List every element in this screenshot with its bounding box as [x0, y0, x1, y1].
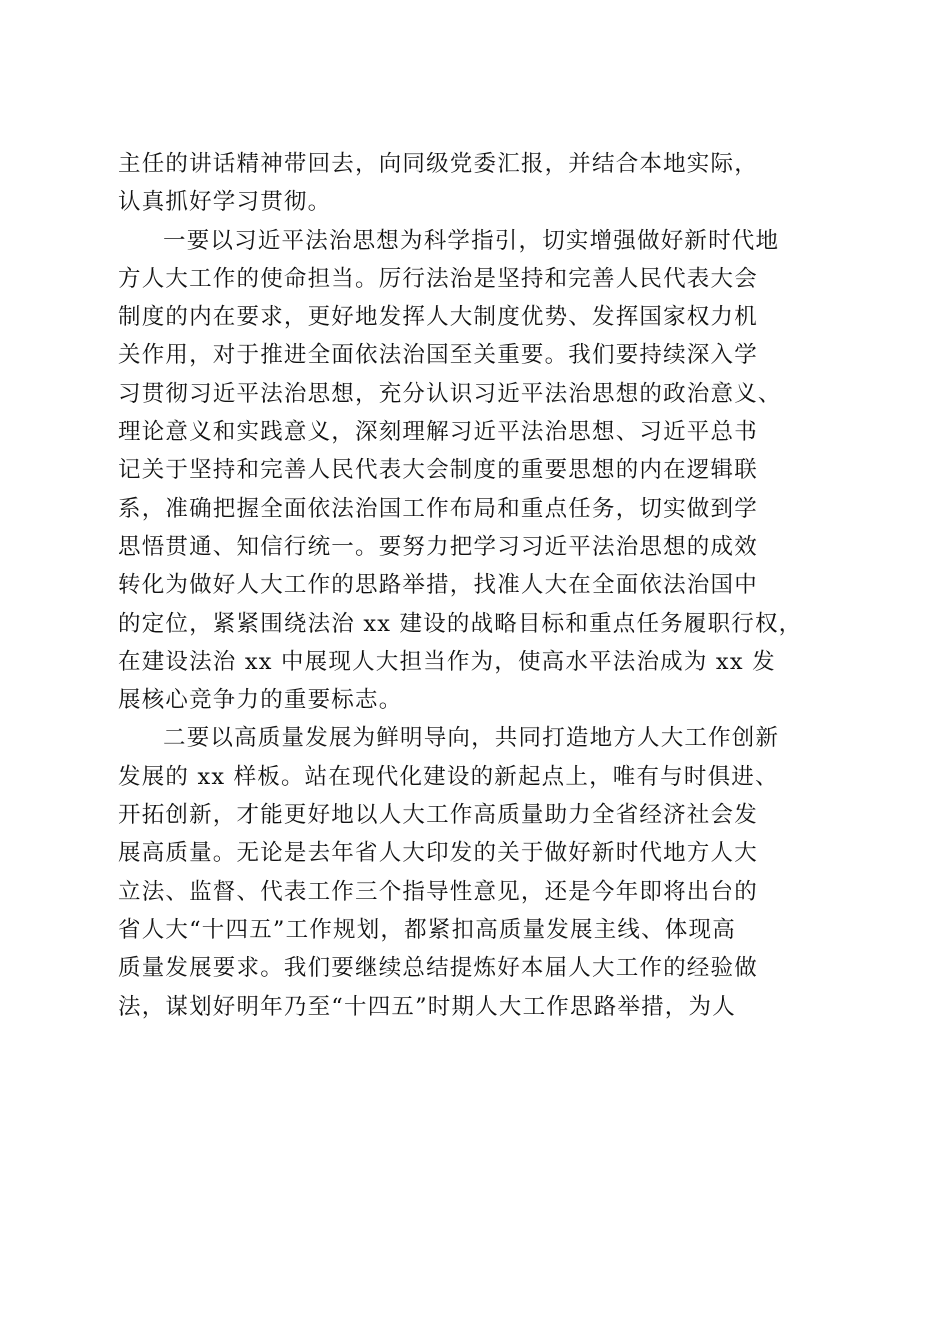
text-line: 理论意义和实践意义，深刻理解习近平法治思想、习近平总书: [118, 419, 758, 446]
text-line: 记关于坚持和完善人民代表大会制度的重要思想的内在逻辑联: [118, 457, 758, 484]
text-line: 转化为做好人大工作的思路举措，找准人大在全面依法治国中: [118, 572, 758, 599]
text-line: 在建设法治 xx 中展现人大担当作为，使高水平法治成为 xx 发: [118, 648, 776, 675]
text-line: 习贯彻习近平法治思想，充分认识习近平法治思想的政治意义、: [118, 380, 782, 407]
text-line: 展高质量。无论是去年省人大印发的关于做好新时代地方人大: [118, 840, 758, 867]
text-line: 主任的讲话精神带回去，向同级党委汇报，并结合本地实际，: [118, 151, 758, 177]
text-line: 开拓创新，才能更好地以人大工作高质量助力全省经济社会发: [118, 802, 758, 829]
paragraph-start-line: 一要以习近平法治思想为科学指引，切实增强做好新时代地: [163, 227, 780, 254]
text-line: 系，准确把握全面依法治国工作布局和重点任务，切实做到学: [118, 495, 758, 522]
text-line: 制度的内在要求，更好地发挥人大制度优势、发挥国家权力机: [118, 304, 758, 331]
text-line: 发展的 xx 样板。站在现代化建设的新起点上，唯有与时俱进、: [118, 763, 779, 790]
text-line: 质量发展要求。我们要继续总结提炼好本届人大工作的经验做: [118, 955, 758, 982]
text-line: 方人大工作的使命担当。厉行法治是坚持和完善人民代表大会: [118, 265, 758, 292]
text-line: 认真抓好学习贯彻。: [118, 189, 332, 216]
text-line: 立法、监督、代表工作三个指导性意见，还是今年即将出台的: [118, 878, 758, 905]
paragraph-start-line: 二要以高质量发展为鲜明导向，共同打造地方人大工作创新: [163, 725, 780, 752]
text-line: 关作用，对于推进全面依法治国至关重要。我们要持续深入学: [118, 342, 758, 369]
text-line: 思悟贯通、知信行统一。要努力把学习习近平法治思想的成效: [118, 533, 758, 560]
text-line: 的定位，紧紧围绕法治 xx 建设的战略目标和重点任务履职行权，: [118, 610, 803, 637]
text-line: 展核心竞争力的重要标志。: [118, 687, 403, 714]
document-body: [118, 145, 838, 1026]
text-line: 省人大“十四五”工作规划，都紧扣高质量发展主线、体现高: [118, 916, 736, 943]
text-line: 法，谋划好明年乃至“十四五”时期人大工作思路举措，为人: [118, 993, 736, 1020]
